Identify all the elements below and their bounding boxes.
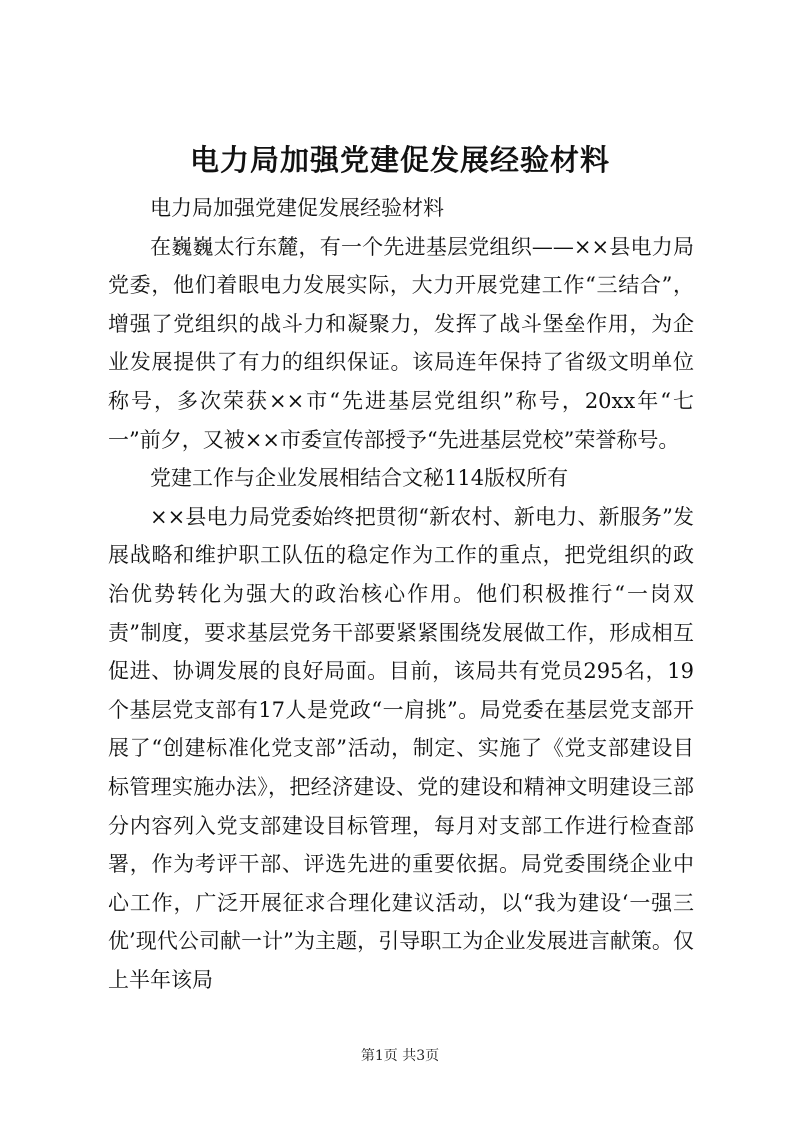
paragraph-body: ××县电力局党委始终把贯彻“新农村、新电力、新服务”发展战略和维护职工队伍的稳定作为工作的重点，把党组织的政治优势转化为强大的政治核心作用。他们积极推行“一岗双责”制度，要求基层党务干部要紧紧围绕发展做工作，形成相互促进、协调发展的良好局面。目前，该局共有党员295名，19个基层党支部有17人是党政“一肩挑”。局党委在基层党支部开展了“创建标准化党支部”活动，制定、实施了《党支部建设目标管理实施办法》，把经济建设、党的建设和精神文明建设三部分内容列入党支部建设目标管理，每月对支部工作进行检查部署，作为考评干部、评选先进的重要依据。局党委围绕企业中心工作，广泛开展征求合理化建议活动，以“我为建设‘一强三优’现代公司献一计”为主题，引导职工为企业发展进言献策。仅上半年该局 <box>108 504 694 992</box>
paragraph-section-heading: 党建工作与企业发展相结合文秘114版权所有 <box>150 466 569 491</box>
page-number-footer: 第1页 共3页 <box>360 1048 440 1064</box>
document-title: 电力局加强党建促发展经验材料 <box>189 143 610 177</box>
paragraph-intro: 在巍巍太行东麓，有一个先进基层党组织——××县电力局党委，他们着眼电力发展实际，大力开展党建工作“三结合”，增强了党组织的战斗力和凝聚力，发挥了战斗堡垒作用，为企业发展提供了有力的组织保证。该局连年保持了省级文明单位称号，多次荣获××市“先进基层党组织”称号，20xx年“七一”前夕，又被××市委宣传部授予“先进基层党校”荣誉称号。 <box>108 234 694 452</box>
document-body <box>108 189 694 999</box>
paragraph-subtitle: 电力局加强党建促发展经验材料 <box>150 196 444 220</box>
